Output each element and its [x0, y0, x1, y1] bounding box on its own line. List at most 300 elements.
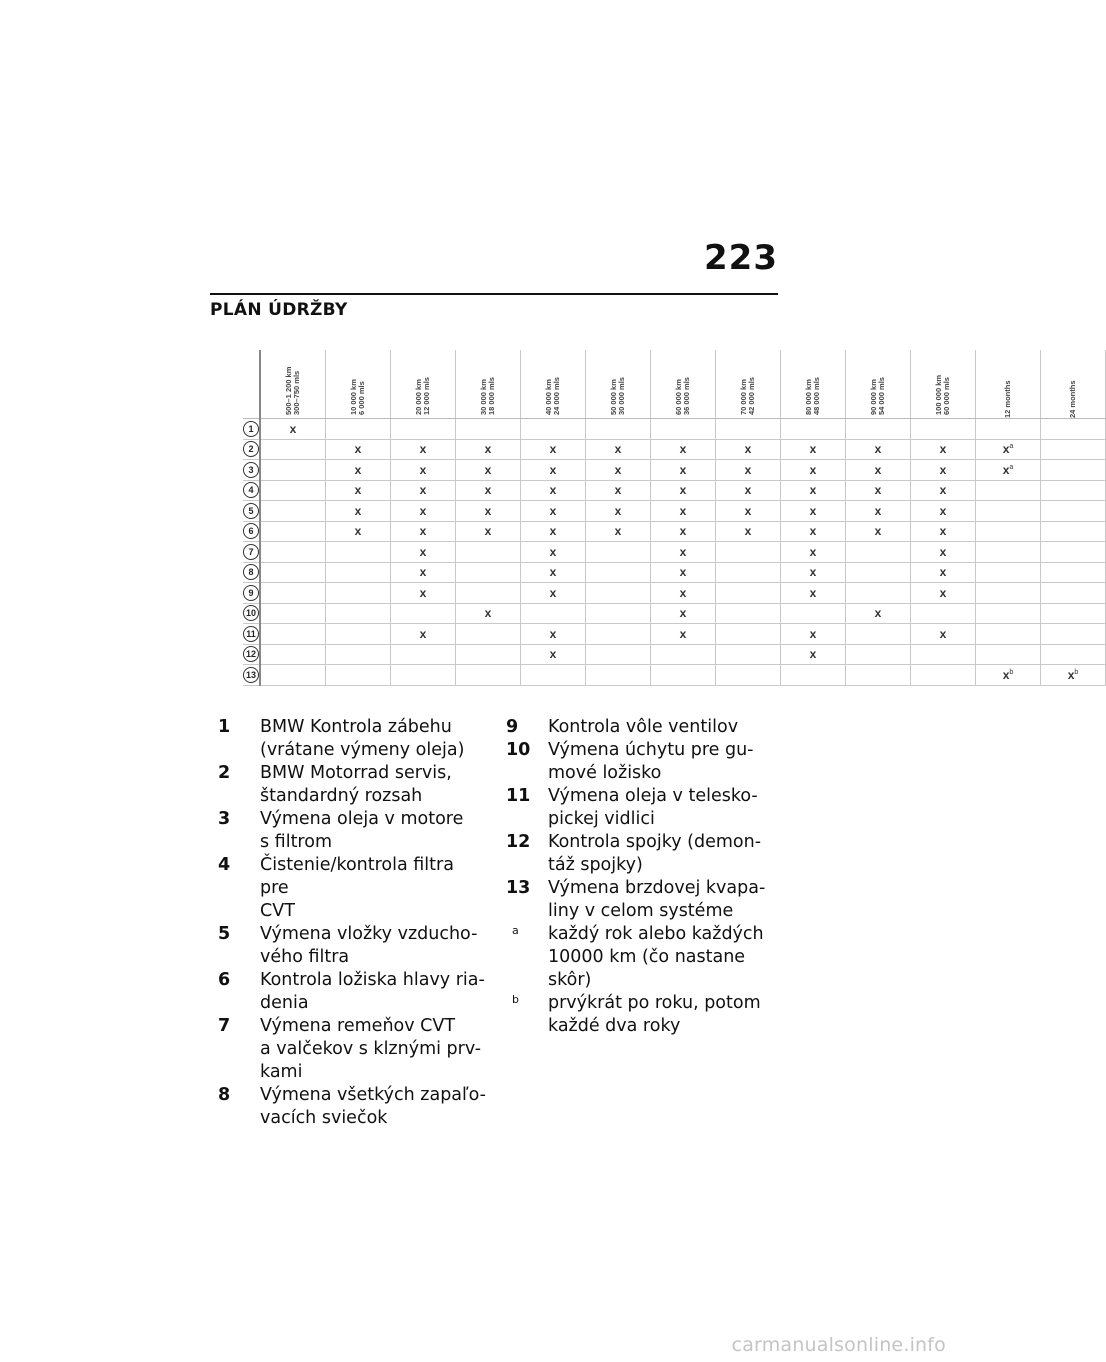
legend-item	[506, 739, 768, 785]
legend-number: 13	[506, 878, 531, 898]
row-number-badge: 3	[243, 462, 259, 478]
schedule-cell	[716, 624, 781, 645]
column-header	[1041, 350, 1106, 419]
legend-right	[506, 716, 768, 1038]
service-mark: x	[549, 524, 557, 539]
service-mark: x	[939, 503, 947, 518]
schedule-cell	[326, 665, 391, 686]
row-number-badge: 1	[243, 421, 259, 437]
schedule-cell	[586, 603, 651, 624]
schedule-cell	[651, 644, 716, 665]
schedule-cell	[326, 439, 391, 460]
page-title: PLÁN ÚDRŽBY	[210, 300, 348, 320]
schedule-cell	[911, 562, 976, 583]
service-mark: x	[549, 483, 557, 498]
footnote-marker: b	[1009, 668, 1014, 676]
schedule-cell	[391, 603, 456, 624]
schedule-cell	[716, 644, 781, 665]
service-mark: x	[549, 585, 557, 600]
schedule-cell	[1041, 665, 1106, 686]
schedule-cell	[1041, 624, 1106, 645]
schedule-cell	[326, 542, 391, 563]
service-mark: x	[614, 483, 622, 498]
schedule-cell	[260, 562, 326, 583]
schedule-cell	[1041, 501, 1106, 522]
service-mark: x	[419, 503, 427, 518]
schedule-cell	[781, 542, 846, 563]
column-header-label: 70 000 km 42 000 mls	[739, 376, 756, 415]
legend-item	[218, 716, 486, 762]
schedule-cell	[586, 501, 651, 522]
legend-text: BMW Motorrad servis, štandardný rozsah	[260, 763, 452, 806]
schedule-cell	[976, 665, 1041, 686]
schedule-cell	[586, 583, 651, 604]
schedule-cell	[326, 562, 391, 583]
table-row	[243, 665, 1106, 686]
legend-text: každý rok alebo každých 10000 km (čo nastane skôr)	[548, 924, 764, 990]
schedule-cell	[781, 521, 846, 542]
schedule-cell	[651, 603, 716, 624]
schedule-cell	[716, 501, 781, 522]
schedule-cell	[391, 460, 456, 481]
legend-text: prvýkrát po roku, potom každé dva roky	[548, 993, 761, 1036]
service-mark: x	[484, 524, 492, 539]
schedule-cell	[781, 419, 846, 440]
schedule-grid	[243, 350, 1106, 686]
legend-item	[506, 785, 768, 831]
schedule-cell	[260, 583, 326, 604]
legend-item	[506, 831, 768, 877]
table-row	[243, 501, 1106, 522]
service-mark: x	[549, 647, 557, 662]
schedule-cell	[326, 480, 391, 501]
row-number-badge: 7	[243, 544, 259, 560]
schedule-cell	[781, 665, 846, 686]
legend-number: 6	[218, 970, 231, 990]
schedule-cell	[781, 480, 846, 501]
schedule-cell	[456, 460, 521, 481]
page-number: 223	[704, 238, 778, 278]
legend-number: 1	[218, 717, 231, 737]
schedule-cell	[260, 542, 326, 563]
schedule-cell	[651, 624, 716, 645]
schedule-cell	[260, 624, 326, 645]
service-mark: $x^b$	[1002, 667, 1014, 682]
schedule-cell	[326, 521, 391, 542]
schedule-cell	[391, 562, 456, 583]
row-header	[243, 480, 260, 501]
schedule-cell	[260, 460, 326, 481]
schedule-cell	[651, 521, 716, 542]
schedule-cell	[456, 521, 521, 542]
service-mark: x	[874, 462, 882, 477]
table-row	[243, 583, 1106, 604]
table-row	[243, 419, 1106, 440]
schedule-cell	[846, 460, 911, 481]
legend-text: Kontrola spojky (demon- táž spojky)	[548, 832, 762, 875]
schedule-cell	[456, 624, 521, 645]
schedule-cell	[976, 644, 1041, 665]
schedule-cell	[391, 419, 456, 440]
service-mark: x	[744, 442, 752, 457]
schedule-cell	[651, 562, 716, 583]
service-mark: x	[809, 442, 817, 457]
schedule-cell	[1041, 521, 1106, 542]
schedule-cell	[456, 603, 521, 624]
schedule-cell	[1041, 460, 1106, 481]
row-header	[243, 603, 260, 624]
service-mark: x	[679, 626, 687, 641]
schedule-cell	[1041, 542, 1106, 563]
schedule-cell	[651, 583, 716, 604]
row-header	[243, 583, 260, 604]
schedule-cell	[716, 460, 781, 481]
schedule-cell	[781, 439, 846, 460]
schedule-cell	[846, 521, 911, 542]
footnote-marker: b	[1074, 668, 1079, 676]
schedule-cell	[326, 603, 391, 624]
schedule-cell	[391, 542, 456, 563]
maintenance-schedule-table	[243, 350, 1106, 686]
service-mark: x	[354, 503, 362, 518]
service-mark: x	[744, 524, 752, 539]
schedule-cell	[326, 644, 391, 665]
schedule-cell	[716, 603, 781, 624]
row-header	[243, 521, 260, 542]
column-header-label: 80 000 km 48 000 mls	[804, 376, 821, 415]
schedule-cell	[716, 542, 781, 563]
schedule-cell	[1041, 439, 1106, 460]
legend-item	[218, 969, 486, 1015]
service-mark: x	[484, 462, 492, 477]
row-number-badge: 11	[243, 626, 259, 642]
legend-item	[506, 877, 768, 923]
service-mark: x	[549, 544, 557, 559]
schedule-cell	[456, 583, 521, 604]
table-row	[243, 521, 1106, 542]
service-mark: x	[419, 585, 427, 600]
legend-text: Výmena úchytu pre gu- mové ložisko	[548, 740, 754, 783]
service-mark: x	[939, 462, 947, 477]
schedule-cell	[846, 583, 911, 604]
service-mark: x	[419, 442, 427, 457]
schedule-cell	[911, 460, 976, 481]
schedule-cell	[326, 419, 391, 440]
schedule-cell	[521, 562, 586, 583]
row-number-badge: 10	[243, 605, 259, 621]
schedule-cell	[586, 439, 651, 460]
legend-item	[218, 808, 486, 854]
column-header-label: 12 months	[1003, 380, 1012, 418]
service-mark: x	[549, 442, 557, 457]
footnote-marker: a	[1009, 463, 1014, 471]
service-mark: x	[354, 462, 362, 477]
schedule-cell	[586, 480, 651, 501]
schedule-cell	[586, 542, 651, 563]
row-header	[243, 644, 260, 665]
schedule-cell	[521, 521, 586, 542]
schedule-cell	[846, 542, 911, 563]
service-mark: x	[614, 524, 622, 539]
schedule-cell	[781, 603, 846, 624]
schedule-cell	[586, 644, 651, 665]
legend-text: Výmena remeňov CVT a valčekov s klznými prv- kami	[260, 1016, 482, 1082]
schedule-cell	[976, 542, 1041, 563]
legend-number: 4	[218, 855, 231, 875]
schedule-cell	[391, 583, 456, 604]
schedule-cell	[391, 624, 456, 645]
service-mark: x	[809, 585, 817, 600]
service-mark: x	[744, 483, 752, 498]
legend-text: BMW Kontrola zábehu (vrátane výmeny oleja)	[260, 717, 465, 760]
schedule-cell	[651, 501, 716, 522]
service-mark: x	[419, 626, 427, 641]
row-header	[243, 419, 260, 440]
service-mark: x	[614, 462, 622, 477]
legend-text: Kontrola ložiska hlavy ria- denia	[260, 970, 485, 1013]
schedule-cell	[976, 480, 1041, 501]
schedule-cell	[260, 644, 326, 665]
schedule-cell	[521, 644, 586, 665]
column-header-label: 10 000 km 6 000 mls	[349, 378, 366, 415]
schedule-cell	[976, 624, 1041, 645]
row-number-badge: 9	[243, 585, 259, 601]
schedule-cell	[391, 665, 456, 686]
service-mark: x	[939, 585, 947, 600]
legend-item	[506, 992, 768, 1038]
schedule-cell	[521, 542, 586, 563]
schedule-cell	[521, 501, 586, 522]
column-header-label: 24 months	[1068, 380, 1077, 418]
service-mark: x	[549, 565, 557, 580]
legend-text: Výmena všetkých zapaľo- vacích sviečok	[260, 1085, 486, 1128]
schedule-cell	[911, 624, 976, 645]
service-mark: x	[419, 565, 427, 580]
legend-item	[506, 923, 768, 992]
column-header	[260, 350, 326, 419]
column-header	[456, 350, 521, 419]
legend-text: Výmena vložky vzducho- vého filtra	[260, 924, 478, 967]
service-mark: x	[679, 565, 687, 580]
service-mark: x	[679, 544, 687, 559]
legend-left	[218, 716, 486, 1130]
schedule-cell	[1041, 419, 1106, 440]
legend-item	[506, 716, 768, 739]
schedule-cell	[391, 480, 456, 501]
legend-number: 7	[218, 1016, 231, 1036]
schedule-cell	[1041, 480, 1106, 501]
service-mark: x	[809, 483, 817, 498]
service-mark: x	[549, 462, 557, 477]
service-mark: x	[419, 544, 427, 559]
schedule-cell	[651, 542, 716, 563]
schedule-cell	[456, 439, 521, 460]
schedule-cell	[911, 521, 976, 542]
service-mark: x	[679, 585, 687, 600]
schedule-cell	[976, 419, 1041, 440]
schedule-cell	[586, 460, 651, 481]
service-mark: x	[939, 442, 947, 457]
table-row	[243, 439, 1106, 460]
legend-item	[218, 923, 486, 969]
table-row	[243, 480, 1106, 501]
service-mark: x	[874, 442, 882, 457]
row-number-badge: 2	[243, 441, 259, 457]
service-mark: x	[679, 483, 687, 498]
schedule-cell	[911, 644, 976, 665]
schedule-cell	[586, 665, 651, 686]
service-mark: x	[679, 606, 687, 621]
service-mark: x	[939, 544, 947, 559]
column-header	[521, 350, 586, 419]
row-number-badge: 5	[243, 503, 259, 519]
column-header-label: 90 000 km 54 000 mls	[869, 376, 886, 415]
service-mark: x	[874, 524, 882, 539]
service-mark: x	[549, 503, 557, 518]
service-mark: x	[679, 503, 687, 518]
schedule-cell	[651, 419, 716, 440]
service-mark: x	[744, 503, 752, 518]
column-header-label: 50 000 km 30 000 mls	[609, 376, 626, 415]
service-mark: x	[354, 524, 362, 539]
service-mark: x	[809, 544, 817, 559]
service-mark: x	[484, 483, 492, 498]
schedule-cell	[456, 480, 521, 501]
legend-number: 3	[218, 809, 231, 829]
legend-number: b	[512, 993, 519, 1006]
schedule-cell	[1041, 583, 1106, 604]
legend-text: Výmena oleja v motore s filtrom	[260, 809, 464, 852]
schedule-cell	[911, 480, 976, 501]
service-mark: x	[614, 503, 622, 518]
schedule-cell	[260, 439, 326, 460]
schedule-cell	[781, 644, 846, 665]
row-header	[243, 439, 260, 460]
legend-item	[218, 854, 486, 923]
schedule-cell	[260, 419, 326, 440]
schedule-cell	[846, 603, 911, 624]
schedule-cell	[260, 521, 326, 542]
schedule-cell	[456, 542, 521, 563]
schedule-cell	[521, 480, 586, 501]
service-mark: x	[614, 442, 622, 457]
schedule-cell	[260, 603, 326, 624]
service-mark: $x^b$	[1067, 667, 1079, 682]
table-row	[243, 542, 1106, 563]
row-header	[243, 624, 260, 645]
schedule-cell	[846, 624, 911, 645]
row-header	[243, 562, 260, 583]
schedule-cell	[586, 562, 651, 583]
schedule-cell	[326, 501, 391, 522]
legend-item	[218, 1015, 486, 1084]
table-row	[243, 460, 1106, 481]
service-mark: x	[419, 524, 427, 539]
schedule-cell	[521, 439, 586, 460]
header-rule	[210, 293, 778, 295]
schedule-cell	[651, 480, 716, 501]
service-mark: x	[419, 483, 427, 498]
schedule-cell	[781, 460, 846, 481]
legend-text: Kontrola vôle ventilov	[548, 717, 739, 737]
legend-text: Výmena brzdovej kvapa- liny v celom systéme	[548, 878, 766, 921]
service-mark: x	[874, 503, 882, 518]
schedule-cell	[326, 460, 391, 481]
service-mark: x	[809, 524, 817, 539]
watermark: carmanualsonline.info	[731, 1334, 946, 1356]
schedule-cell	[456, 501, 521, 522]
schedule-cell	[326, 583, 391, 604]
schedule-cell	[716, 665, 781, 686]
schedule-cell	[911, 603, 976, 624]
schedule-cell	[521, 624, 586, 645]
schedule-cell	[391, 644, 456, 665]
row-header	[243, 665, 260, 686]
row-number-badge: 12	[243, 646, 259, 662]
row-header	[243, 501, 260, 522]
service-mark: x	[289, 421, 297, 436]
column-header-label: 20 000 km 12 000 mls	[414, 376, 431, 415]
table-row	[243, 562, 1106, 583]
service-mark: x	[549, 626, 557, 641]
schedule-cell	[651, 665, 716, 686]
schedule-cell	[846, 419, 911, 440]
schedule-cell	[716, 562, 781, 583]
column-header	[716, 350, 781, 419]
legend-number: a	[512, 924, 519, 937]
service-mark: x	[874, 606, 882, 621]
schedule-cell	[976, 439, 1041, 460]
service-mark: x	[809, 647, 817, 662]
schedule-cell	[456, 419, 521, 440]
column-header-label: 40 000 km 24 000 mls	[544, 376, 561, 415]
service-mark: x	[744, 462, 752, 477]
column-header	[911, 350, 976, 419]
schedule-cell	[716, 583, 781, 604]
schedule-cell	[521, 419, 586, 440]
schedule-cell	[976, 583, 1041, 604]
schedule-cell	[846, 501, 911, 522]
column-header	[651, 350, 716, 419]
legend-number: 11	[506, 786, 531, 806]
schedule-cell	[846, 644, 911, 665]
column-header	[846, 350, 911, 419]
legend-number: 12	[506, 832, 531, 852]
service-mark: x	[354, 442, 362, 457]
service-mark: $x^a$	[1002, 442, 1014, 457]
schedule-cell	[260, 501, 326, 522]
schedule-cell	[651, 460, 716, 481]
schedule-cell	[846, 562, 911, 583]
column-header-label: 30 000 km 18 000 mls	[479, 376, 496, 415]
legend-number: 10	[506, 740, 531, 760]
service-mark: x	[809, 565, 817, 580]
row-header	[243, 542, 260, 563]
service-mark: x	[939, 524, 947, 539]
schedule-cell	[781, 583, 846, 604]
schedule-cell	[911, 542, 976, 563]
schedule-cell	[716, 521, 781, 542]
footnote-marker: a	[1009, 443, 1014, 451]
schedule-cell	[976, 562, 1041, 583]
schedule-cell	[521, 460, 586, 481]
service-mark: x	[484, 503, 492, 518]
column-header	[781, 350, 846, 419]
schedule-cell	[716, 480, 781, 501]
schedule-cell	[976, 521, 1041, 542]
schedule-cell	[846, 439, 911, 460]
service-mark: x	[809, 503, 817, 518]
